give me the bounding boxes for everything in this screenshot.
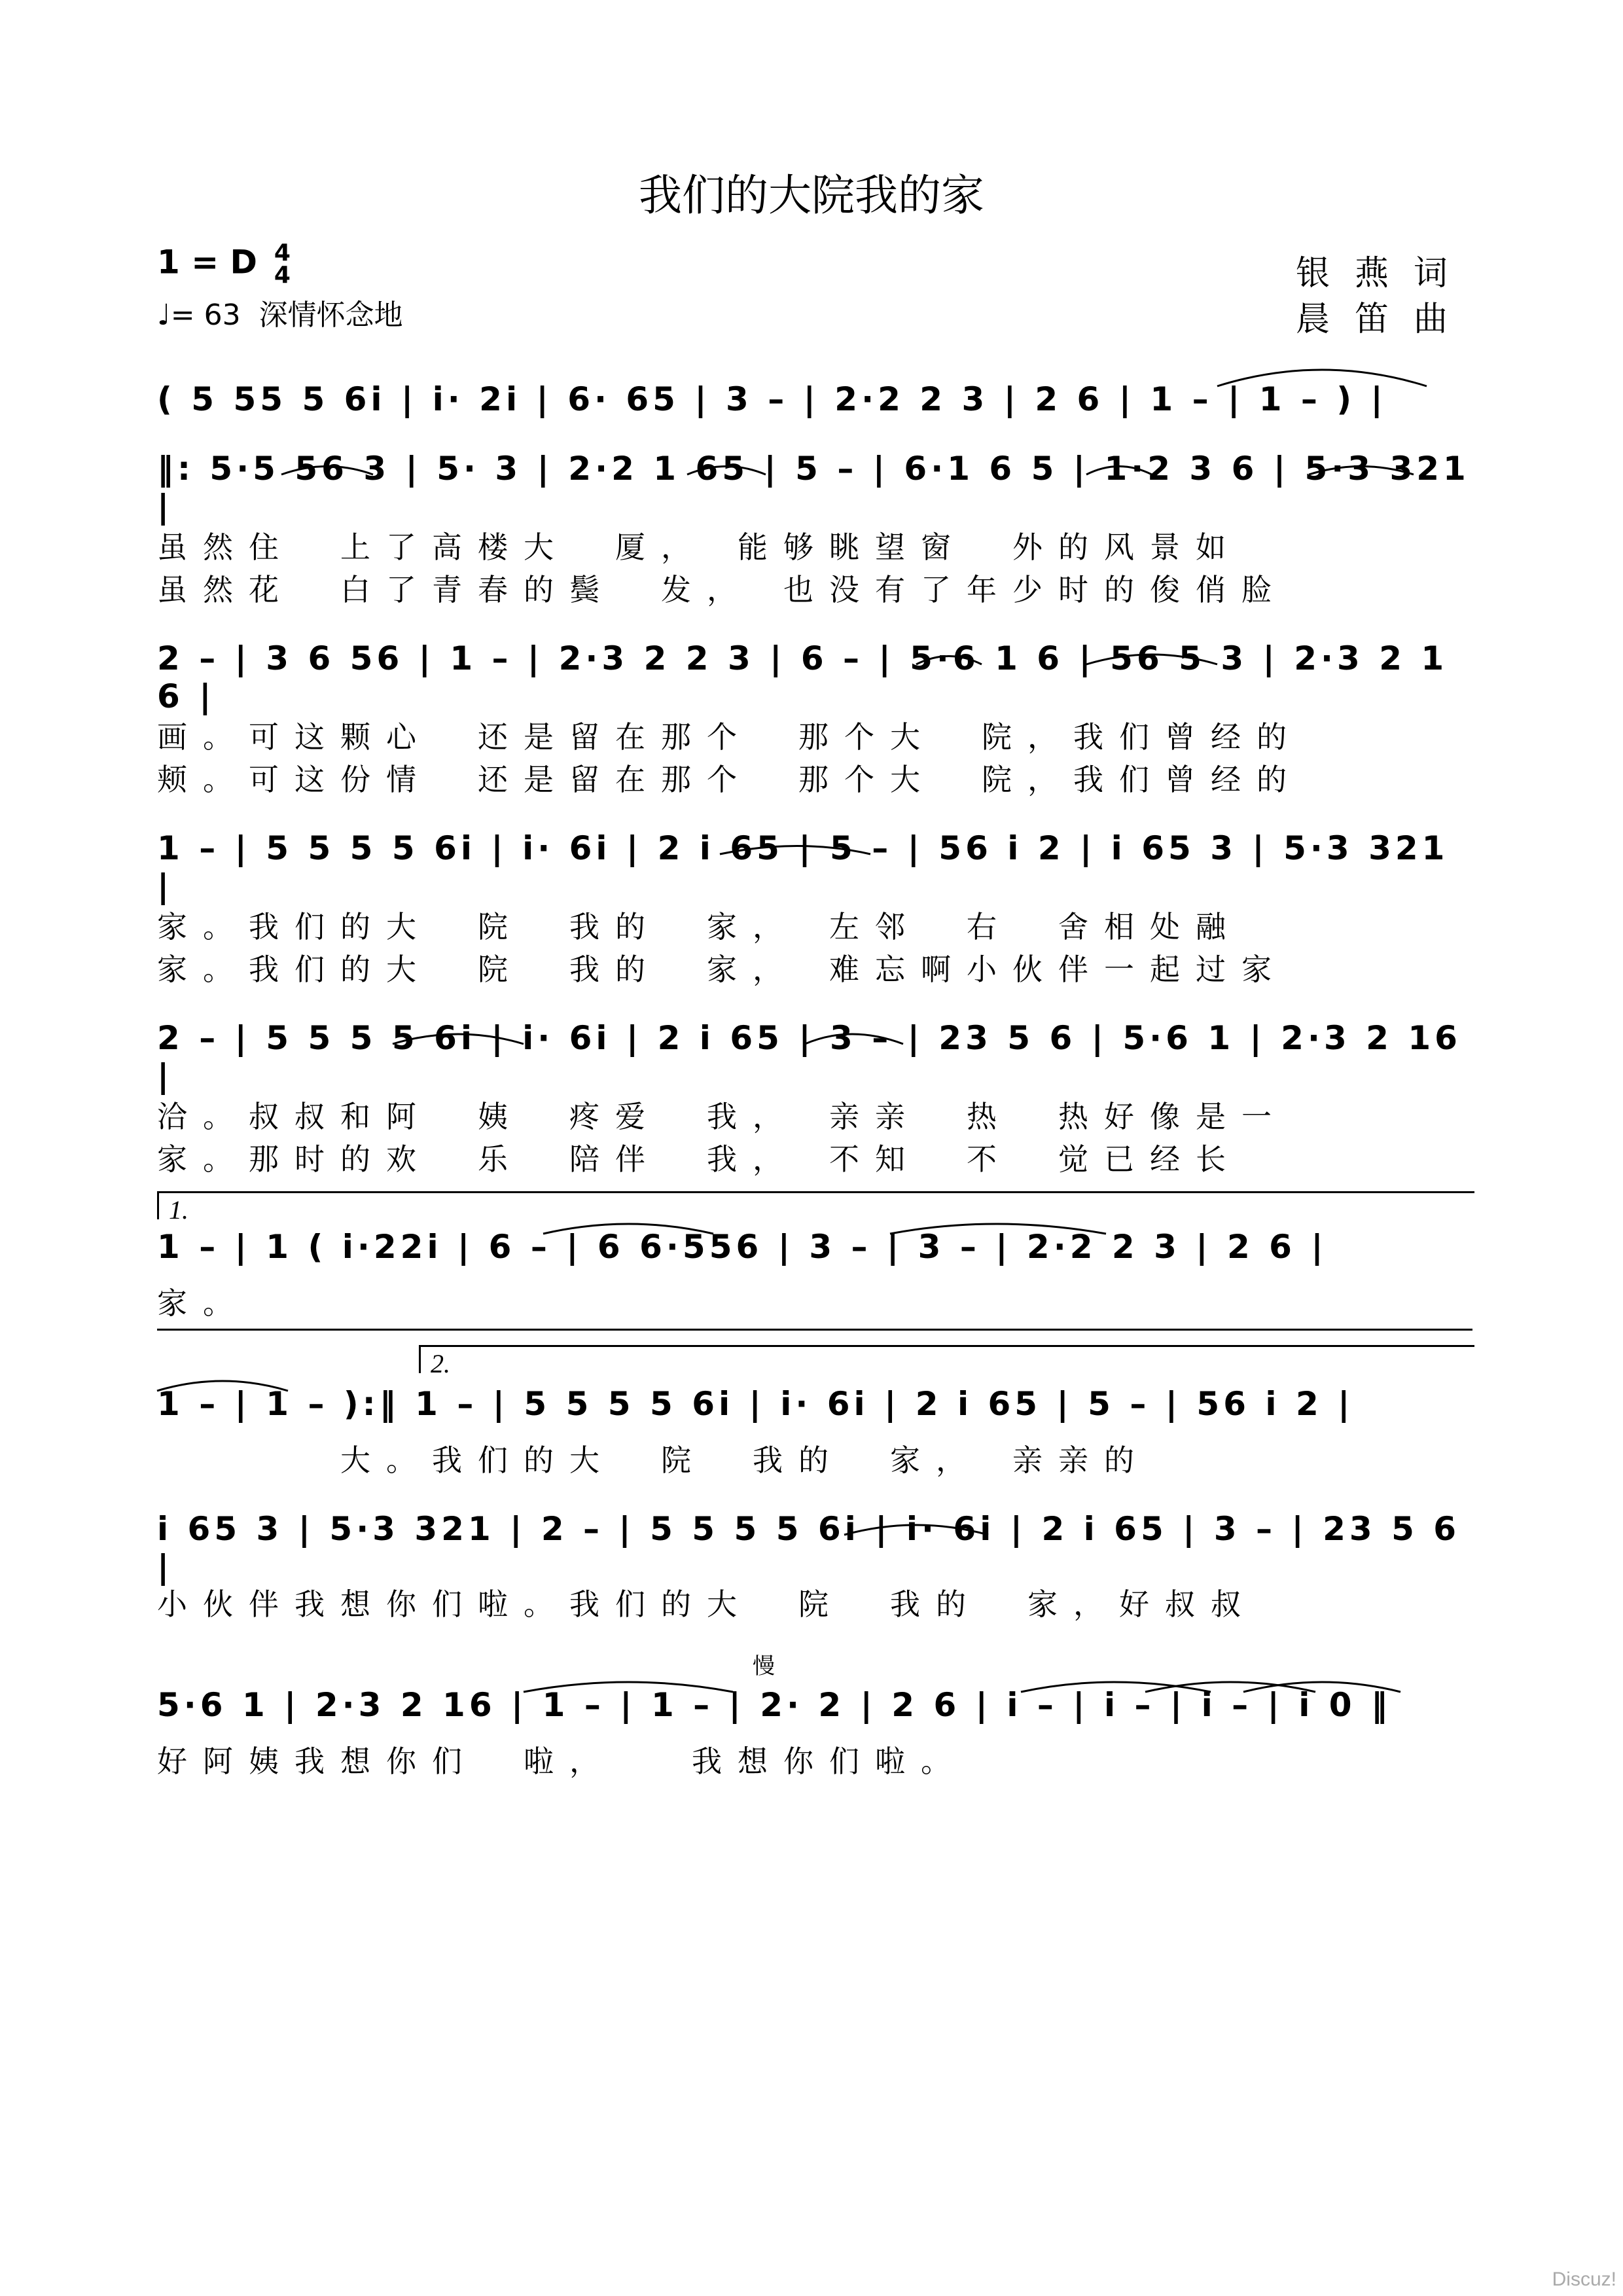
song-title: 我们的大院我的家 [639, 170, 984, 221]
slow-marking: 慢 [753, 1653, 775, 1679]
notes-line: 1 – | 1 – ):‖ 1 – | 5 5 5 5 6i | i· 6i | 2 i 65 | 5 – | 56 i 2 | [157, 1385, 1354, 1423]
tempo-line [157, 291, 403, 333]
time-sig-top: 4 [274, 240, 291, 266]
lyric-verse-1: 洽。叔叔和阿 姨 疼爱 我， 亲亲 热 热好像是一 [157, 1099, 1287, 1134]
notes-line: ‖: 5·5 56 3 | 5· 3 | 2·2 1 65 | 5 – | 6·1 6 5 | 1·2 3 6 | 5·3 321 | [157, 450, 1470, 526]
lyric-verse-2: 虽然花 白了青春的鬓 发， 也没有了年少时的俊俏脸 [157, 572, 1287, 607]
notes-line: 2 – | 3 6 56 | 1 – | 2·3 2 2 3 | 6 – | 5·6 1 6 | 56 5 3 | 2·3 2 1 6 | [157, 639, 1448, 715]
lyric-verse-1: 大。我们的大 院 我的 家， 亲亲的 [157, 1443, 1150, 1478]
volta-1-bracket [157, 1191, 1474, 1219]
lyric-verse-1: 家。 [157, 1285, 249, 1321]
volta-2-number: 2. [431, 1349, 450, 1378]
lyric-verse-1: 家。我们的大 院 我的 家， 左邻 右 舍相处融 [157, 909, 1241, 944]
lyric-verse-2: 家。那时的欢 乐 陪伴 我， 不知 不 觉已经长 [157, 1141, 1241, 1177]
lyric-verse-2: 家。我们的大 院 我的 家， 难忘啊小伙伴一起过家 [157, 952, 1287, 987]
expression: 深情怀念地 [259, 298, 403, 332]
tempo: ♩= 63 [157, 298, 241, 332]
lyric-verse-1: 好阿姨我想你们 啦， 我想你们啦。 [157, 1744, 967, 1779]
lyric-verse-2: 颊。可这份情 还是留在那个 那个大 院，我们曾经的 [157, 762, 1302, 797]
notes-line: 5·6 1 | 2·3 2 16 | 1 – | 1 – | 2· 2 | 2 6 | i – | i – | i – | i 0 ‖ [157, 1686, 1391, 1724]
notes-line: ( 5 55 5 6i | i· 2i | 6· 65 | 3 – | 2·2 2 3 | 2 6 | 1 – | 1 – ) | [157, 380, 1387, 418]
key-label: 1 = D [157, 243, 258, 281]
notes-line: i 65 3 | 5·3 321 | 2 – | 5 5 5 5 6i | i· 6i | 2 i 65 | 3 – | 23 5 6 | [157, 1510, 1461, 1586]
key-signature [157, 242, 291, 287]
lyricist: 银燕词 [1295, 254, 1472, 293]
notes-line: 1 – | 1 ( i·22i | 6 – | 6 6·556 | 3 – | 3 – | 2·2 2 3 | 2 6 | [157, 1228, 1327, 1266]
notes-line: 2 – | 5 5 5 5 6i | i· 6i | 2 i 65 | 3 – | 23 5 6 | 5·6 1 | 2·3 2 16 | [157, 1019, 1461, 1095]
volta-1-end-line [157, 1329, 1472, 1331]
lyric-verse-1: 小伙伴我想你们啦。我们的大 院 我的 家，好叔叔 [157, 1587, 1257, 1622]
time-signature [274, 242, 291, 287]
lyric-verse-1: 虽然住 上了高楼大 厦， 能够眺望窗 外的风景如 [157, 529, 1241, 565]
lyric-verse-1: 画。可这颗心 还是留在那个 那个大 院，我们曾经的 [157, 719, 1302, 755]
watermark: Discuz! [1552, 2269, 1616, 2290]
time-sig-bottom: 4 [274, 262, 291, 289]
notes-line: 1 – | 5 5 5 5 6i | i· 6i | 2 i 65 | 5 – | 56 i 2 | i 65 3 | 5·3 321 | [157, 829, 1449, 905]
volta-1-number: 1. [169, 1195, 188, 1225]
volta-2-bracket [419, 1345, 1474, 1373]
composer: 晨笛曲 [1295, 300, 1472, 339]
